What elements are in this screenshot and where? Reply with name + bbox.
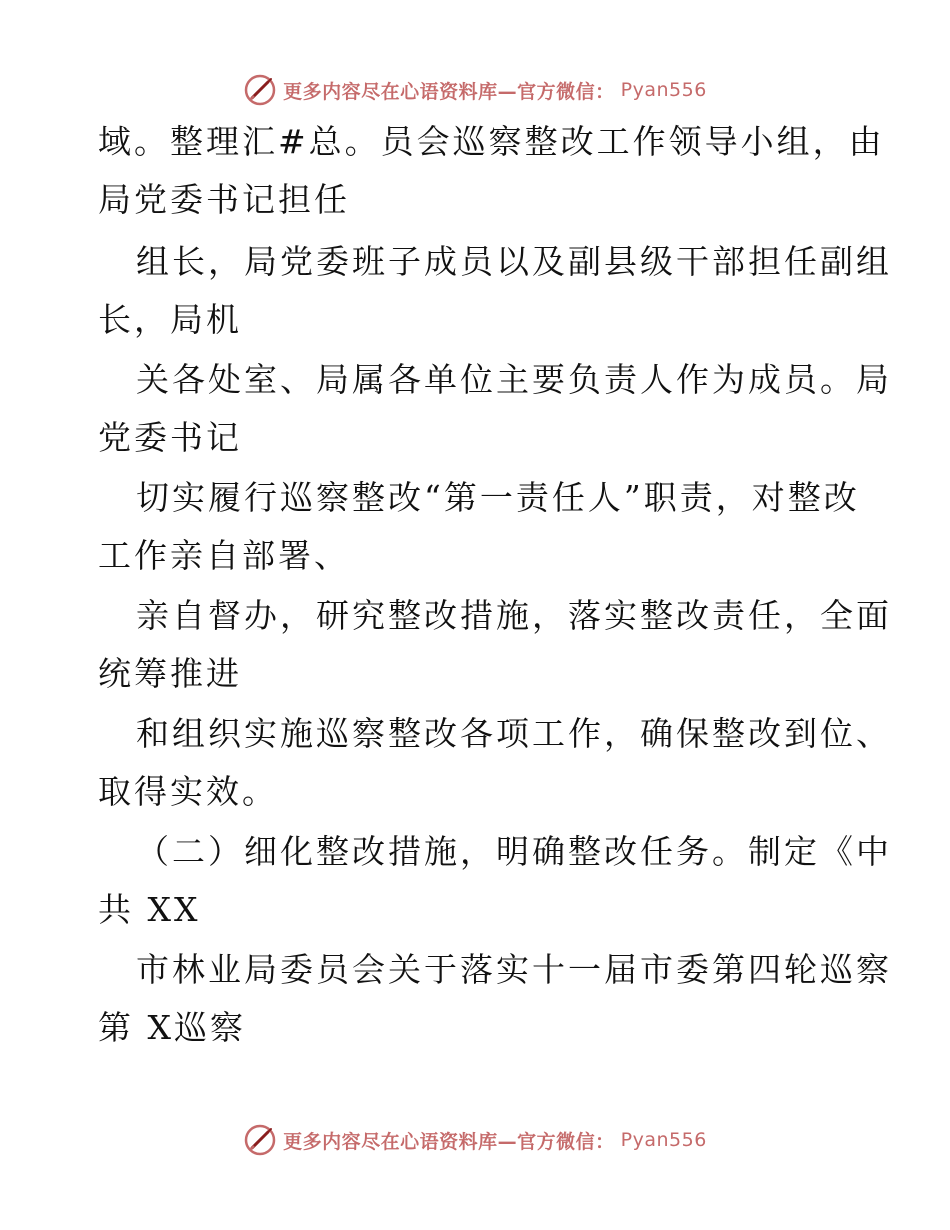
body-line: 第 X巡察 [98,1008,246,1047]
body-line: 市林业局委员会关于落实十一届市委第四轮巡察 [136,950,892,989]
watermark-text: 更多内容尽在心语资料库—官方微信： [283,80,615,103]
body-line: 党委书记 [98,418,242,457]
body-line: 取得实效。 [98,772,278,811]
body-line: 和组织实施巡察整改各项工作，确保整改到位、 [136,714,892,753]
body-line: 域。整理汇#总。员会巡察整改工作领导小组，由 [98,122,885,161]
watermark-text: 更多内容尽在心语资料库—官方微信： [283,1130,615,1153]
quill-logo-icon [243,73,277,107]
body-line: 工作亲自部署、 [98,536,350,575]
body-line: 共 XX [98,890,201,929]
body-line: 关各处室、局属各单位主要负责人作为成员。局 [136,360,892,399]
quill-logo-icon [243,1123,277,1157]
body-line: 组长，局党委班子成员以及副县级干部担任副组 [136,242,892,281]
body-line: 局党委书记担任 [98,180,350,219]
body-line: 长，局机 [98,300,242,339]
header-watermark [0,72,950,108]
body-line: （二）细化整改措施，明确整改任务。制定《中 [136,832,892,871]
body-line: 亲自督办，研究整改措施，落实整改责任，全面 [136,596,892,635]
watermark-wechat-id: Pyan556 [620,1129,707,1151]
body-line: 切实履行巡察整改“第一责任人”职责，对整改 [136,478,860,517]
footer-watermark [0,1122,950,1158]
body-line: 统筹推进 [98,654,242,693]
watermark-wechat-id: Pyan556 [620,79,707,101]
